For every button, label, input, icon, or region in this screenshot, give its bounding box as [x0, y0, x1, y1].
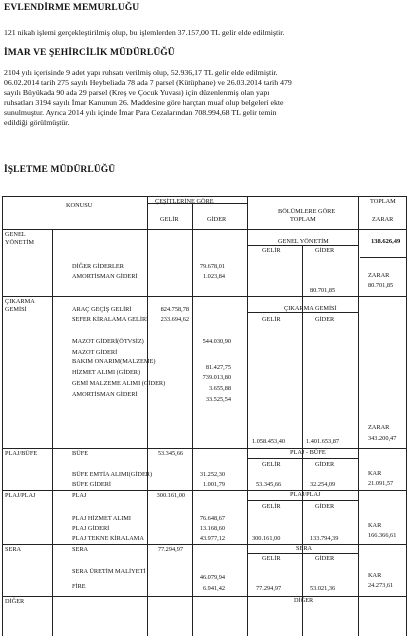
item-label: AMORTİSMAN GİDERİ — [72, 391, 138, 398]
sub-gider-label: GİDER — [315, 461, 335, 468]
total-gider: 53.021,36 — [310, 585, 336, 592]
row-category: PLAJ/PLAJ — [5, 492, 36, 499]
item-label: BÜFE GİDERİ — [72, 481, 112, 488]
result-value: 21.091,57 — [368, 480, 394, 487]
sub-gider-label: GİDER — [315, 503, 335, 510]
total-gider: 1.401.653,87 — [306, 438, 340, 445]
item-gider: 739.013,80 — [202, 374, 231, 381]
row-category: PLAJ/BÜFE — [5, 450, 38, 457]
total-gelir: 53.345,66 — [256, 481, 282, 488]
sub-gider-label: GİDER — [315, 555, 335, 562]
item-label: FİRE — [72, 583, 86, 590]
item-label: PLAJ GİDERİ — [72, 525, 110, 532]
item-gider: 76.648,67 — [199, 515, 225, 522]
section-title-imar: İMAR VE ŞEHİRCİLİK MÜDÜRLÜĞÜ — [4, 48, 175, 58]
imar-line-2: 06.02.2014 tarih 275 sayılı Heybeliada 78 ada 7 parsel (Kütüphane) ve 26.03.2014 tarih 479 — [4, 78, 292, 87]
item-gelir: 824.758,78 — [160, 306, 189, 313]
total-gelir: 77.294,97 — [256, 585, 282, 592]
row-category: ÇIKARMA — [5, 298, 35, 305]
item-gelir: 77.294,97 — [157, 546, 183, 553]
item-gider: 6.941,42 — [202, 585, 225, 592]
item-label: ARAÇ GEÇİŞ GELİRİ — [72, 306, 132, 313]
header-zarar: ZARAR — [372, 216, 394, 223]
item-gelir: 53.345,66 — [157, 450, 183, 457]
sub-gider-label: GİDER — [315, 316, 335, 323]
total-gelir: 1.058.453,40 — [252, 438, 286, 445]
item-label: HİZMET ALIMI (GİDER) — [72, 369, 141, 376]
header-cesitlerine-gore: ÇEŞİTLERİNE GÖRE — [155, 198, 214, 205]
total-gider: 32.254,09 — [310, 481, 336, 488]
item-label: MAZOT GİDERİ — [72, 349, 118, 356]
item-gider: 31.252,30 — [199, 471, 225, 478]
subsection-header: DİĞER — [294, 597, 314, 604]
imar-line-1: 2104 yılı içerisinde 9 adet yapı ruhsatı verilmiş olup, 52.936,17 TL gelir elde edilmiştir. — [4, 68, 278, 77]
item-label: PLAJ HİZMET ALIMI — [72, 515, 132, 522]
row-category: SERA — [5, 546, 22, 553]
item-label: BÜFE — [72, 450, 89, 457]
item-label: BAKIM ONARIM(MALZEME) — [72, 358, 156, 365]
header-gider: GİDER — [207, 216, 227, 223]
result-value: 80.701,85 — [368, 282, 394, 289]
result-label: ZARAR — [368, 424, 390, 431]
total-gider: 133.794,39 — [310, 535, 339, 542]
item-gelir: 233.694,62 — [160, 316, 189, 323]
section-title-evlendirme: EVLENDİRME MEMURLUĞU — [4, 3, 140, 13]
item-label: GEMİ MALZEME ALIMI (GİDER) — [72, 380, 166, 387]
imar-line-3: sayılı Büyükada 90 ada 29 parsel (Kreş ve Çocuk Yuvası) için düzenlenmiş olan yapı — [4, 88, 270, 97]
sub-gider-label: GİDER — [315, 247, 335, 254]
subsection-header: ÇIKARMA GEMİSİ — [284, 305, 337, 312]
imar-line-4: ruhsatları 3194 sayılı İmar Kanunun 26. Maddesine göre harçtan muaf olup belgeleri ekte — [4, 98, 284, 107]
sub-gelir-label: GELİR — [262, 503, 281, 510]
header-konusu: KONUSU — [66, 202, 93, 209]
result-label: ZARAR — [368, 272, 390, 279]
row-category: DİĞER — [5, 598, 25, 605]
item-label: DİĞER GİDERLER — [72, 263, 124, 270]
item-label: SEFER KİRALAMA GELİRİ — [72, 316, 149, 323]
total-gelir: 300.161,00 — [252, 535, 281, 542]
result-label: KAR — [368, 470, 382, 477]
result-value: 24.273,61 — [368, 582, 394, 589]
row-category: GENEL — [5, 231, 26, 238]
item-gelir: 300.161,00 — [156, 492, 185, 499]
item-label: SERA — [72, 546, 89, 553]
sub-gelir-label: GELİR — [262, 461, 281, 468]
subsection-header: PLAJ/PLAJ — [290, 491, 321, 498]
item-gider: 46.079,94 — [199, 574, 225, 581]
result-label: KAR — [368, 522, 382, 529]
subsection-header: PLAJ - BÜFE — [290, 449, 326, 456]
header-bolum-toplam: TOPLAM — [290, 216, 316, 223]
evlendirme-text: 121 nikah işlemi gerçekleştirilmiş olup, bu işlemlerden 37.157,00 TL gelir elde edilmiştir. — [4, 28, 285, 37]
result-label: KAR — [368, 572, 382, 579]
section-title-isletme: İŞLETME MÜDÜRLÜĞÜ — [4, 165, 116, 175]
row-category: YÖNETİM — [5, 239, 35, 246]
result-value: 343.200,47 — [368, 435, 397, 442]
header-toplam: TOPLAM — [370, 198, 396, 205]
item-gider: 1.023,84 — [202, 273, 225, 280]
subsection-header: GENEL YÖNETİM — [278, 238, 329, 245]
item-label: BÜFE EMTİA ALIMI(GİDER) — [72, 471, 153, 478]
toplam-value: 138.626,49 — [371, 238, 401, 245]
sub-gelir-label: GELİR — [262, 316, 281, 323]
item-label: PLAJ TEKNE KİRALAMA — [72, 535, 144, 542]
item-gider: 43.977,12 — [199, 535, 225, 542]
item-gider: 81.427,75 — [205, 364, 231, 371]
item-label: PLAJ — [72, 492, 87, 499]
header-bolumlere-gore: BÖLÜMLERE GÖRE — [278, 208, 336, 215]
total-gider: 80.701,85 — [310, 287, 336, 294]
result-value: 166.366,61 — [368, 532, 397, 539]
row-category: GEMİSİ — [5, 306, 27, 313]
item-label: AMORTİSMAN GİDERİ — [72, 273, 138, 280]
item-gider: 33.525,54 — [205, 396, 231, 403]
item-gider: 3.655,88 — [208, 385, 231, 392]
item-gider: 544.030,90 — [202, 338, 231, 345]
header-gelir: GELİR — [160, 216, 179, 223]
imar-line-6: edildiği görülmüştür. — [4, 118, 70, 127]
imar-line-5: sunulmuştur. Ayrıca 2014 yılı içinde İmar Para Cezalarından 708.994,68 TL gelir temin — [4, 108, 277, 117]
item-label: MAZOT GİDERİ(ÖTVSİZ) — [72, 338, 144, 345]
sub-gelir-label: GELİR — [262, 247, 281, 254]
item-gider: 1.001,79 — [202, 481, 225, 488]
subsection-header: SERA — [296, 545, 313, 552]
item-gider: 13.168,60 — [199, 525, 225, 532]
sub-gelir-label: GELİR — [262, 555, 281, 562]
item-gider: 79.678,01 — [199, 263, 225, 270]
item-label: SERA ÜRETİM MALİYETİ — [72, 568, 146, 575]
